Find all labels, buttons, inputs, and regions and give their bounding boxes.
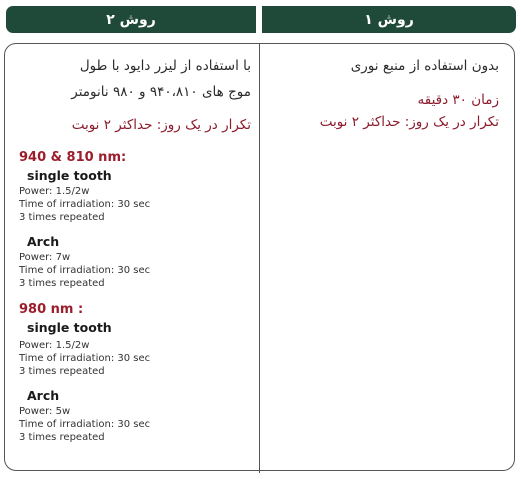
group2-single-power: Power: 1.5/2w — [19, 340, 90, 351]
group1-arch-power: Power: 7w — [19, 252, 71, 263]
group2-arch-repeat: 3 times repeated — [19, 432, 105, 443]
method2-repeat: تکرار در یک روز: حداکثر ۲ نوبت — [71, 117, 251, 133]
group2-heading: 980 nm : — [19, 302, 84, 317]
group1-single-title: single tooth — [27, 168, 112, 183]
tab-method-1: روش ۱ — [262, 6, 516, 33]
group2-arch-power: Power: 5w — [19, 406, 71, 417]
group1-arch-title: Arch — [27, 234, 60, 249]
group1-single-repeat: 3 times repeated — [19, 212, 105, 223]
group2-single-repeat: 3 times repeated — [19, 366, 105, 377]
method1-repeat: تکرار در یک روز: حداکثر ۲ نوبت — [319, 114, 499, 130]
method2-intro-line1: با استفاده از لیزر دایود با طول — [79, 58, 251, 74]
group1-arch-repeat: 3 times repeated — [19, 278, 105, 289]
tab-method-2: روش ۲ — [6, 6, 256, 33]
group1-single-time: Time of irradiation: 30 sec — [19, 199, 151, 210]
column-divider — [259, 43, 260, 473]
method1-description: بدون استفاده از منبع نوری — [350, 58, 499, 74]
method1-duration: زمان ۳۰ دقیقه — [417, 92, 499, 108]
group1-single-power: Power: 1.5/2w — [19, 186, 90, 197]
group1-arch-time: Time of irradiation: 30 sec — [19, 265, 151, 276]
group2-single-title: single tooth — [27, 320, 112, 335]
group2-single-time: Time of irradiation: 30 sec — [19, 353, 151, 364]
group2-arch-time: Time of irradiation: 30 sec — [19, 419, 151, 430]
group1-heading: 940 & 810 nm: — [19, 150, 127, 165]
group2-arch-title: Arch — [27, 388, 60, 403]
method2-intro-line2: موج های ۹۴۰،۸۱۰ و ۹۸۰ نانومتر — [71, 84, 251, 100]
